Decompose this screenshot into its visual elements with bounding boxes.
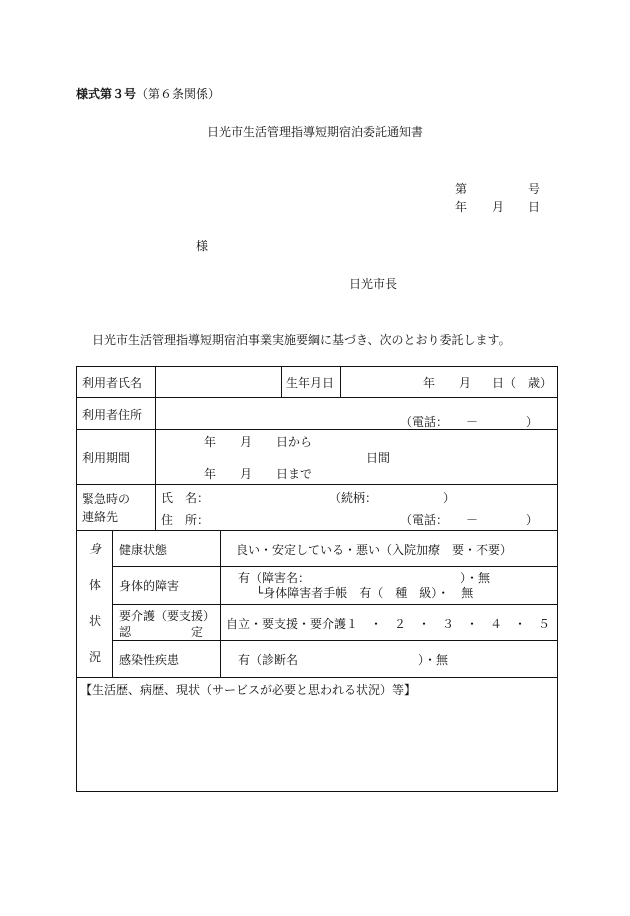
address-phone: （電話： － ） [400,415,539,429]
emergency-name-label: 氏 名： [161,491,210,505]
user-address-label: 利用者住所 [82,408,143,422]
health-value: 良い・安定している・悪い（入院加療 要・不要） [236,543,513,557]
row-divider [112,566,558,567]
addressee-suffix: 様 [196,239,209,253]
birth-day-age: 日（ 歳） [492,376,553,390]
column-divider [281,366,282,397]
column-divider [220,530,221,677]
column-divider [340,366,341,397]
infection-label: 感染性疾患 [119,653,180,667]
disability-handbook: └身体障害者手帳 有（ 種 級）・ 無 [256,586,474,600]
form-reference: （第６条関係） [136,87,221,101]
period-days: 日間 [366,451,391,465]
body-status-char-2: 体 [89,578,102,592]
date-day: 日 [528,200,541,214]
body-status-char-3: 状 [89,614,102,628]
intro-text: 日光市生活管理指導短期宿泊事業実施要綱に基づき、次のとおり委託します。 [92,333,511,347]
row-divider [76,530,558,531]
body-status-char-4: 況 [89,650,102,664]
document-title: 日光市生活管理指導短期宿泊委託通知書 [206,125,423,139]
doc-no-suffix: 号 [528,182,541,196]
column-divider [155,366,156,530]
birth-date-label: 生年月日 [286,376,335,390]
care-level-value: 自立・要支援・要介護１ ・ ２ ・ ３ ・ ４ ・ ５ [226,617,551,631]
history-label: 【生活歴、病歴、現状（サービスが必要と思われる状況）等】 [80,683,417,697]
emergency-relation: （続柄： ） [329,491,456,505]
period-to: 年 月 日まで [204,467,313,481]
form-number [76,85,220,102]
date-month: 月 [492,200,505,214]
period-label: 利用期間 [82,451,131,465]
row-divider [76,677,558,678]
row-divider [76,397,558,398]
disability-label: 身体的障害 [119,579,180,593]
sender: 日光市長 [349,277,398,291]
period-from: 年 月 日から [204,435,313,449]
birth-year: 年 [423,376,436,390]
care-level-label-line2: 認 定 [119,625,204,639]
care-level-label-line1: 要介護（要支援） [119,609,216,623]
row-divider [76,484,558,485]
date-year: 年 [455,200,468,214]
row-divider [112,640,558,641]
column-divider [112,530,113,677]
emergency-label-line1: 緊急時の [82,492,131,506]
row-divider [112,604,558,605]
emergency-label-line2: 連絡先 [82,510,119,524]
doc-no-prefix: 第 [455,182,468,196]
infection-value: 有（診断名 ）・無 [238,653,449,667]
health-label: 健康状態 [119,543,168,557]
body-status-char-1: 身 [89,542,102,556]
disability-value: 有（障害名： ）・無 [238,571,491,585]
emergency-phone: （電話： － ） [400,513,539,527]
emergency-address-label: 住 所： [161,513,210,527]
form-number-bold: 様式第３号 [76,87,137,101]
user-name-label: 利用者氏名 [82,376,143,390]
birth-month: 月 [459,376,472,390]
